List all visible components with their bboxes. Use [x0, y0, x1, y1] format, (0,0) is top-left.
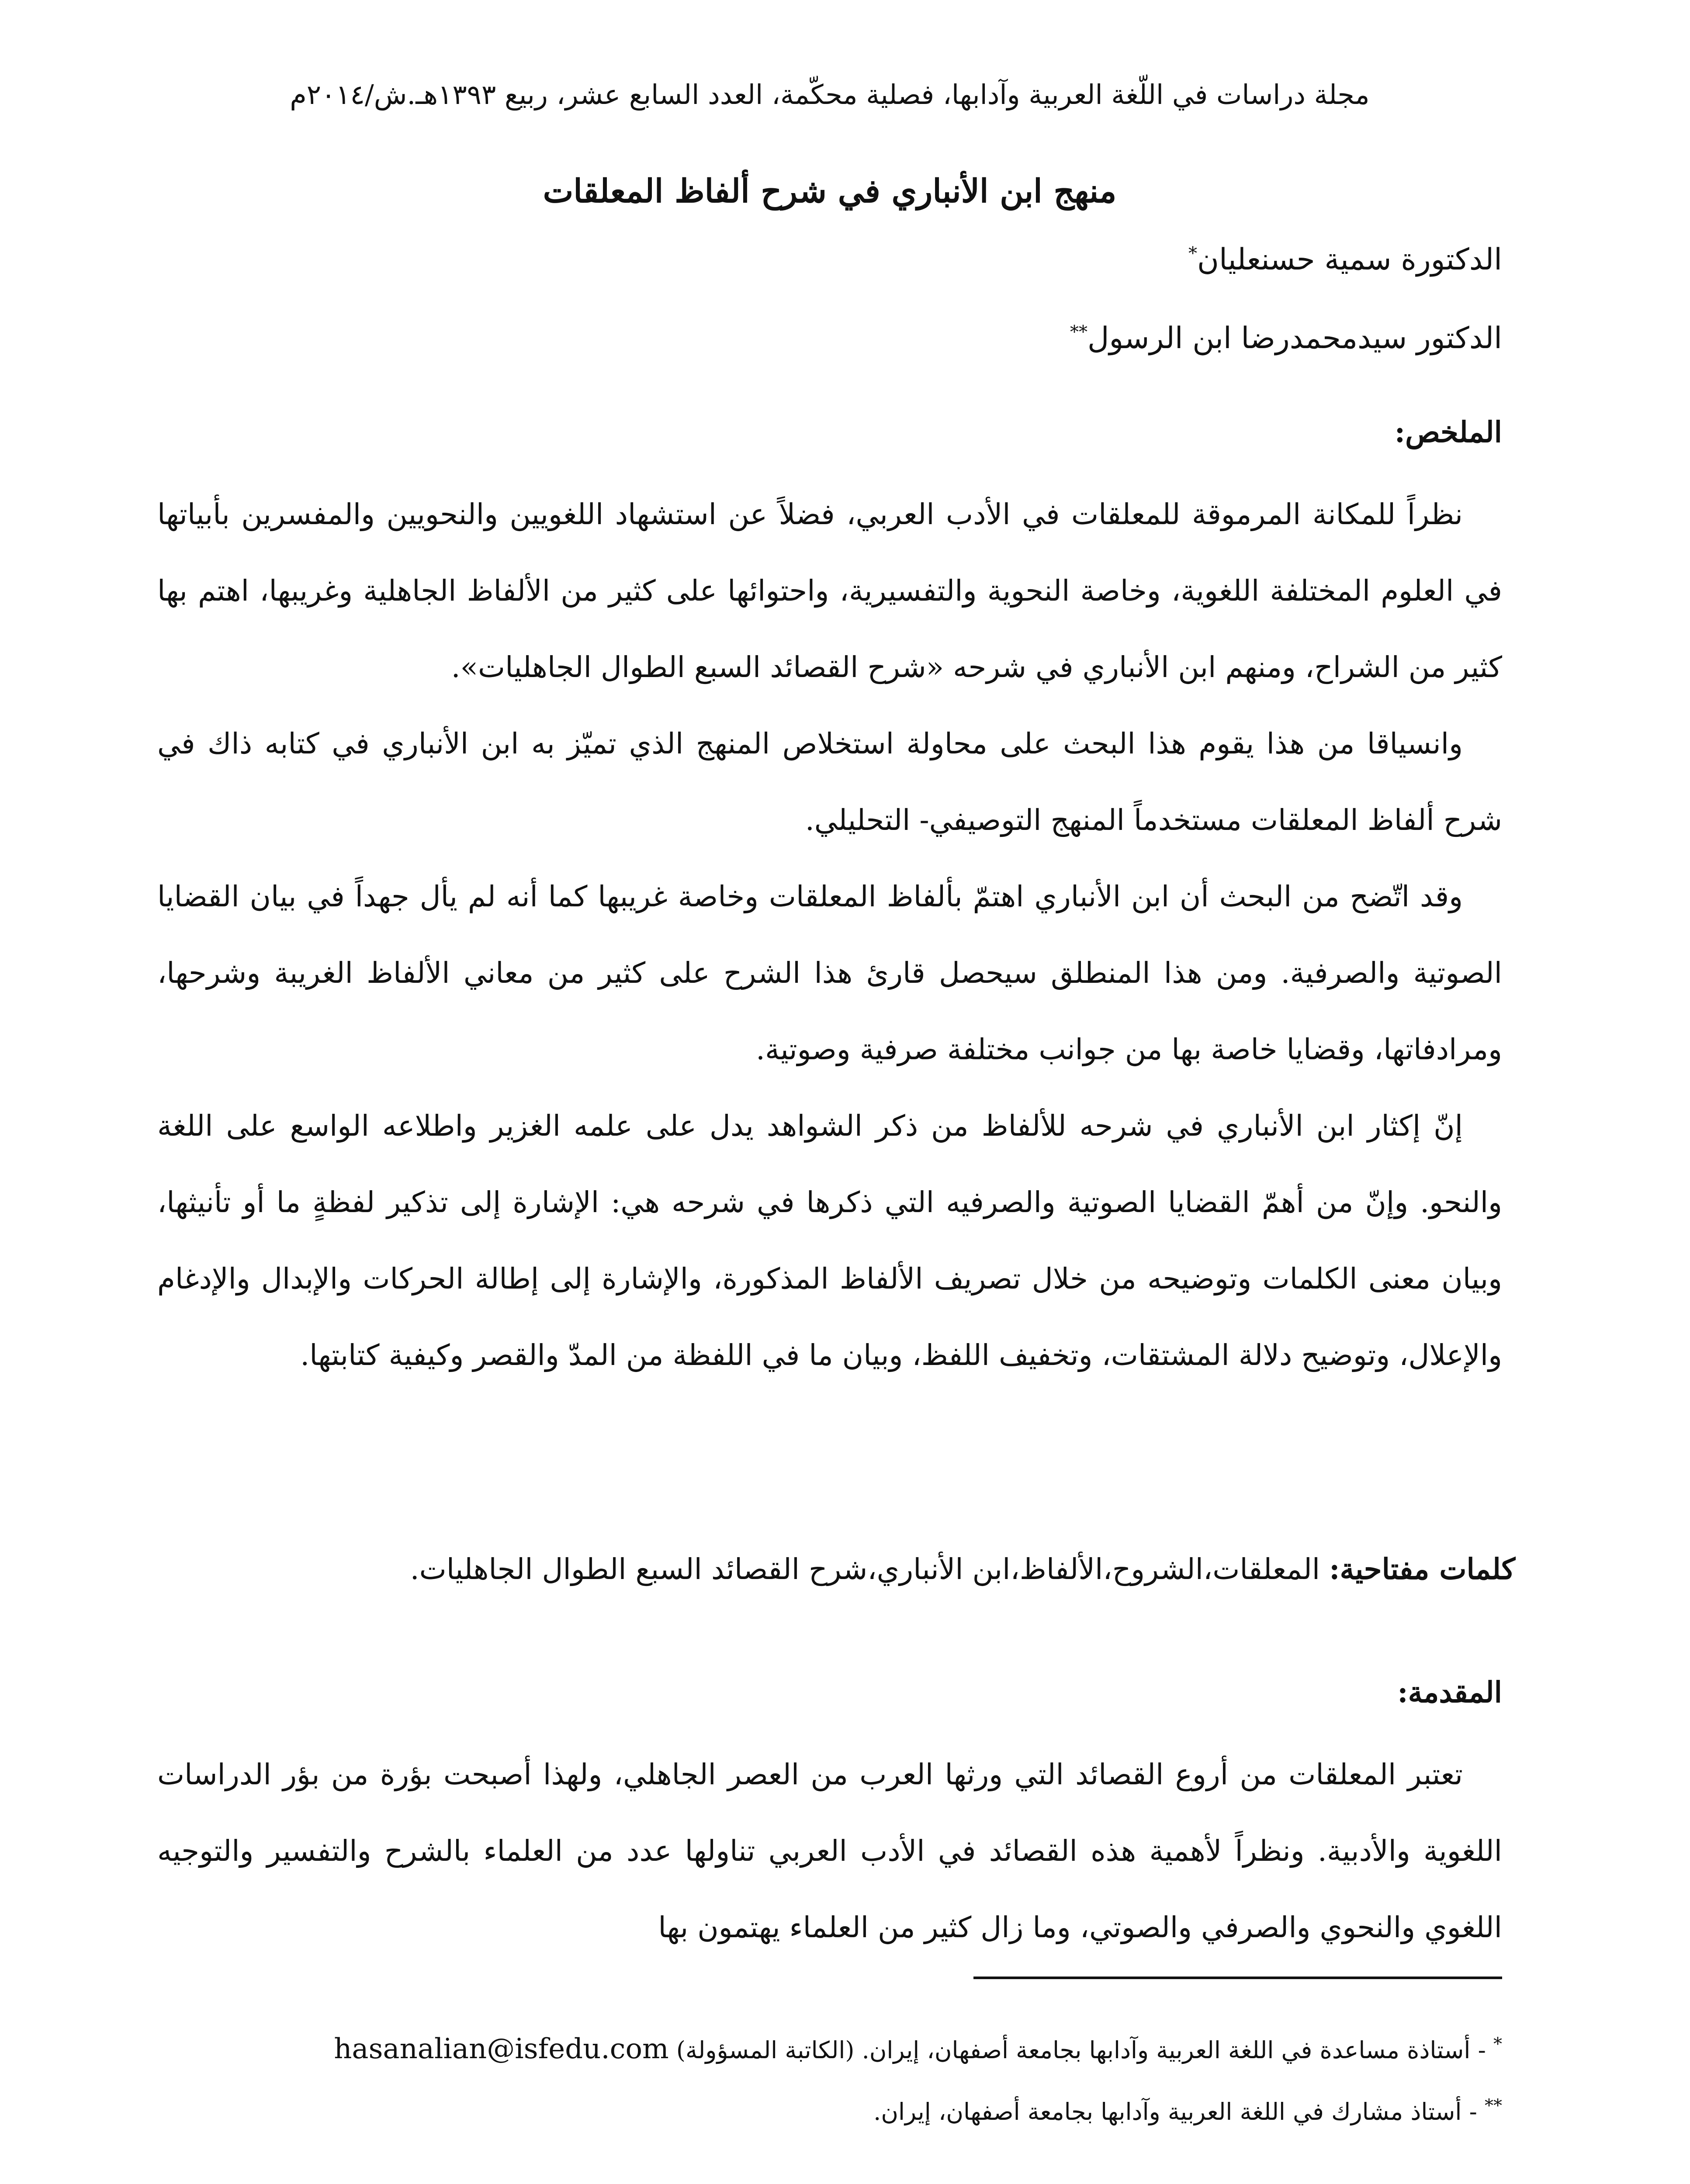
abstract-paragraph: نظراً للمكانة المرموقة للمعلقات في الأدب العربي، فضلاً عن استشهاد اللغويين والنحويين والمفسرين بأبياتها في العلوم المختلفة اللغوية، وخاصة النحوية والتفسيرية، واحتوائها على كثير من الألفاظ الجاهلية وغريبها، اهتم بها كثير من الشراح، ومنهم ابن الأنباري في شرحه «شرح القصائد السبع الطوال الجاهليات». — [157, 498, 1502, 684]
author-email-link[interactable]: hasanalian@isfedu.com — [334, 2033, 669, 2065]
footnote-1 — [157, 2031, 1502, 2067]
author-2-mark: ** — [1070, 322, 1087, 342]
footnote-1-mark: * — [1493, 2034, 1502, 2054]
author-1-name: الدكتورة سمية حسنعليان — [1197, 242, 1502, 277]
author-1-mark: * — [1188, 243, 1197, 264]
keywords-text: المعلقات،الشروح،الألفاظ،ابن الأنباري،شرح القصائد السبع الطوال الجاهليات. — [410, 1552, 1330, 1586]
abstract-paragraph: إنّ إكثار ابن الأنباري في شرحه للألفاظ من ذكر الشواهد يدل على علمه الغزير واطلاعه الواسع على اللغة والنحو. وإنّ من أهمّ القضايا الصوتية والصرفيه التي ذكرها في شرحه هي: الإشارة إلى تذكير لفظةٍ ما أو تأنيثها، وبيان معنى الكلمات وتوضيحه من خلال تصريف الألفاظ المذكورة، والإشارة إلى إطالة الحركات والإبدال والإدغام والإعلال، وتوضيح دلالة المشتقات، وتخفيف اللفظ، وبيان ما في اللفظة من المدّ والقصر وكيفية كتابتها. — [157, 1109, 1502, 1372]
footnote-1-text: - أستاذة مساعدة في اللغة العربية وآدابها بجامعة أصفهان، إيران. (الكاتبة المسؤولة) — [676, 2036, 1486, 2064]
author-1 — [1188, 242, 1502, 277]
footnote-2-text: - أستاذ مشارك في اللغة العربية وآدابها بجامعة أصفهان، إيران. — [873, 2098, 1477, 2125]
footnote-2-mark: ** — [1485, 2096, 1502, 2116]
abstract-paragraph: وانسياقا من هذا يقوم هذا البحث على محاولة استخلاص المنهج الذي تميّز به ابن الأنباري في كتابه ذاك في شرح ألفاظ المعلقات مستخدماً المنهج التوصيفي- التحليلي. — [157, 727, 1502, 837]
abstract-paragraph: وقد اتّضح من البحث أن ابن الأنباري اهتمّ بألفاظ المعلقات وخاصة غريبها كما أنه لم يأل جهداً في بيان القضايا الصوتية والصرفية. ومن هذا المنطلق سيحصل قارئ هذا الشرح على كثير من معاني الألفاظ الغريبة وشرحها، ومرادفاتها، وقضايا خاصة بها من جوانب مختلفة صرفية وصوتية. — [157, 880, 1502, 1066]
keywords-label: كلمات مفتاحية: — [1329, 1552, 1515, 1586]
introduction-heading: المقدمة: — [1397, 1675, 1502, 1709]
author-2 — [1070, 321, 1502, 356]
author-2-name: الدكتور سيدمحمدرضا ابن الرسول — [1087, 321, 1502, 356]
journal-header: مجلة دراسات في اللّغة العربية وآدابها، فصلية محكّمة، العدد السابع عشر، ربيع ١٣٩٣هـ.ش/٢٠١٤م — [290, 79, 1370, 111]
footnote-divider — [973, 1977, 1502, 1979]
abstract-body — [157, 476, 1502, 1393]
paper-title: منهج ابن الأنباري في شرح ألفاظ المعلقات — [543, 173, 1117, 210]
abstract-heading: الملخص: — [1394, 415, 1502, 449]
introduction-paragraph: تعتبر المعلقات من أروع القصائد التي ورثها العرب من العصر الجاهلي، ولهذا أصبحت بؤرة من بؤر الدراسات اللغوية والأدبية. ونظراً لأهمية هذه القصائد في الأدب العربي تناولها عدد من العلماء بالشرح والتفسير والتوجيه اللغوي والنحوي والصرفي والصوتي، وما زال كثير من العلماء يهتمون بها — [157, 1758, 1502, 1944]
introduction-body — [157, 1736, 1502, 1966]
keywords — [157, 1551, 1515, 1588]
footnote-2 — [157, 2094, 1502, 2127]
